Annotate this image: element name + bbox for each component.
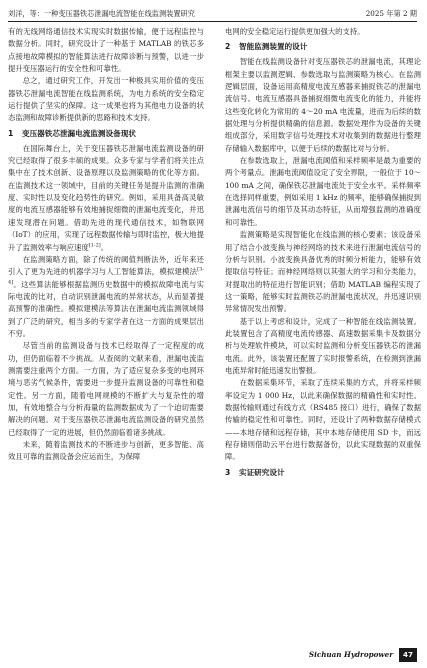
paragraph (8, 143, 204, 254)
citation: [1-2] (88, 242, 101, 249)
paragraph (8, 254, 204, 340)
section-heading-3 (225, 467, 421, 479)
section-title: 智能监测装置的设计 (239, 42, 308, 52)
page-footer (309, 648, 417, 662)
section-heading-2 (225, 41, 421, 53)
section-number: 1 (8, 128, 14, 138)
paragraph-text: 在监测策略方面，除了传统的阈值判断法外，近年来还引入了更为先进的机器学习与人工智能算法，模拟建模法 (8, 254, 204, 277)
running-header (8, 7, 417, 22)
section-number: 3 (225, 467, 231, 477)
paragraph: 尽管当前的监测设备与技术已经取得了一定程度的成功，但仍面临着不少挑战。从查阅的文献来看，泄漏电流监测需要注重两个方面。一方面，为了适应复杂多变的电网环境与恶劣气候条件，需要进一步提升监测设备的可靠性和稳定性。另一方面，随着电网规模的不断扩大与复杂性的增加，有效地整合与分析海量的监测数据成为了一个迫切需要解决的问题。对于变压器铁芯泄漏电流监测设备的研究虽然已经取得了一定的进展，但仍然面临着诸多挑战。 (8, 341, 204, 437)
page-number: 47 (399, 648, 417, 662)
paragraph: 基于以上考虑和设计，完成了一种智能在线监测装置。此装置包含了高精度电流传感器、高速数据采集卡及数据分析与处理软件模块，可以实时监测和分析变压器铁芯的泄漏电流。此外，该装置还配置了实时报警系统，在检测到泄漏电流异常时能迅速发出警报。 (225, 316, 421, 375)
left-column (8, 26, 204, 464)
paragraph: 智能在线监测设备针对变压器铁芯的泄漏电流，其理论框架主要以监测逻辑、参数选取与监测策略为核心。在监测逻辑层面，设备运用高精度电流互感器来捕捉铁芯的泄漏电流信号。电流互感器具备捕捉细微电流变化的能力，并能将这些变化转化为常用的 4～20 mA 电流量，进而为后续的数据处理与分析提供精确的信息源。数据处理作为设备的关键组成部分，采用数字信号处理技术对收集到的数据进行整理存储输入数据库中，以便于后续的数据比对与分析。 (225, 57, 421, 153)
header-authors-title: 刘洋，等：一种变压器铁芯泄漏电流智能在线监测装置研究 (8, 9, 195, 18)
paragraph: 在数据采集环节，采取了连续采集的方式，并将采样频率设定为 1 000 Hz，以此来确保数据的精确性和实时性。数据传输则通过有线方式（RS485 接口）进行，确保了数据传输的稳定性和可靠性。同时，还设计了两种数据存储模式——本地存储和远程存储，其中本地存储使用 SD 卡，而远程存储则借助云平台进行数据备份，以此实现数据的双重保障。 (225, 378, 421, 462)
section-title: 变压器铁芯泄漏电流监测设备现状 (22, 128, 136, 138)
section-title: 实证研究设计 (239, 467, 285, 477)
paragraph: 总之，通过研究工作，开发出一种极具实用价值的变压器铁芯泄漏电流智能在线监测系统，为电力系统的安全稳定运行提供了坚实的保障。这一成果也将为其他电力设备的状态监测和故障诊断提供新的思路和技术支持。 (8, 76, 204, 123)
journal-name: Sichuan Hydropower (308, 650, 393, 659)
paragraph-text: 。 (100, 242, 109, 252)
section-heading-1 (8, 128, 204, 140)
paragraph: 有的无线网络通信技术实现实时数据传输，便于远程监控与数据分析。同时，研究设计了一种基于 MATLAB 的铁芯多点接地故障模拟的智能算法进行故障诊断与预警，以进一步提升变压器运行的安全性和可靠性。 (8, 27, 204, 74)
paragraph: 在参数选取上，泄漏电流阈值和采样频率是最为重要的两个考量点。泄漏电流阈值设定了安全界限，一般位于 10～100 mA 之间，确保铁芯泄漏电流处于安全水平。采样频率在选择同样重要，例如采用 1 kHz 的频率，能够确保捕捉到泄漏电流信号的细节及其动态特征，从而增强监测的准确度和可靠性。 (225, 156, 421, 227)
section-number: 2 (225, 42, 231, 52)
header-issue: 2025 年第 2 期 (365, 9, 417, 18)
paragraph: 电网的安全稳定运行提供更加强大的支持。 (225, 27, 365, 36)
right-column (225, 26, 421, 482)
citation: [3-4] (8, 266, 204, 286)
paragraph-text: 在国际舞台上，关于变压器铁芯泄漏电流监测设备的研究已经取得了很多丰硕的成果。众多专家与学者们将关注点集中在了技术创新、设备原理以及监测策略的优化等方面。在监测技术这一领域中，目前的关键任务是提升监测的准确度、实时性以及变化趋势性的研究。例如，采用具备高灵敏度的电流互感器能够有效地捕捉细微的泄漏电流变化，并迅速发现潜在问题。借助先进的现代通信技术，如物联网（IoT）的应用，实现了远程数据传输与即时监控，极大地提升了监测效率与响应速度 (8, 143, 204, 252)
paragraph: 未来，随着监测技术的不断进步与创新，更多智能、高效且可靠的监测设备会应运而生，为保障 (8, 440, 204, 462)
paragraph-text: 。这些算法能够根据监测历史数据中的模拟故障电流与实际电流的比对，自动识别泄漏电流的异常状态，从而显著提高预警的准确性。模拟建模法等算法在泄漏电流监测领域得到了广泛的研究，相当多的专家学者在这一方面的成果层出不穷。 (8, 279, 204, 338)
paragraph: 监测策略是实现智能化在线监测的核心要素；该设备采用了结合小波变换与神经网络的技术来进行泄漏电流信号的分析与识别。小波变换具备优秀的时频分析能力，能够有效提取信号特征；而神经网络则以其强大的学习和分类能力，对提取出的特征进行智能识别；借助 MATLAB 编程实现了这一策略，能够实时监测铁芯的泄漏电流状况，并迅速识别异常情况发出预警。 (225, 230, 421, 314)
